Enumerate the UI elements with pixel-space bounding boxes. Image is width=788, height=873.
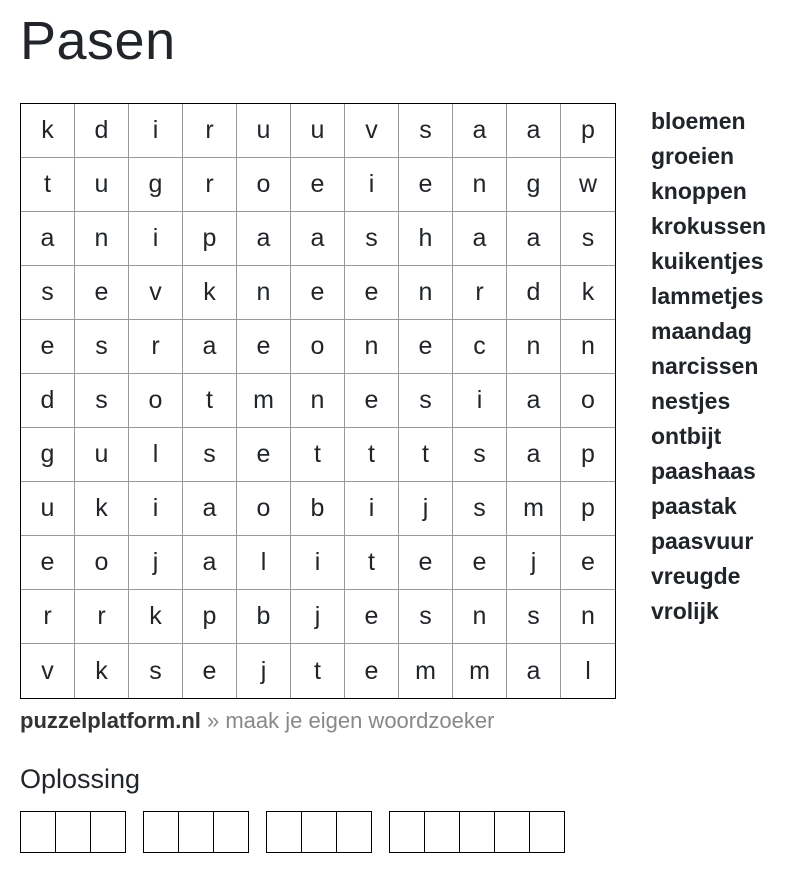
grid-cell[interactable]: r: [453, 266, 507, 320]
grid-cell[interactable]: e: [399, 320, 453, 374]
grid-cell[interactable]: n: [237, 266, 291, 320]
solution-word: [389, 811, 565, 853]
word-item: narcissen: [651, 353, 759, 379]
grid-cell[interactable]: t: [399, 428, 453, 482]
word-list: [651, 104, 766, 629]
grid-cell[interactable]: e: [453, 536, 507, 590]
grid-cell[interactable]: e: [21, 536, 75, 590]
grid-cell[interactable]: k: [21, 104, 75, 158]
grid-cell[interactable]: a: [183, 482, 237, 536]
grid-cell[interactable]: u: [237, 104, 291, 158]
grid-cell[interactable]: b: [237, 590, 291, 644]
word-search-grid: [20, 103, 616, 699]
grid-cell[interactable]: p: [561, 482, 615, 536]
grid-cell[interactable]: d: [507, 266, 561, 320]
grid-cell[interactable]: n: [291, 374, 345, 428]
grid-cell[interactable]: a: [183, 536, 237, 590]
grid-cell[interactable]: a: [507, 212, 561, 266]
grid-cell[interactable]: s: [183, 428, 237, 482]
grid-cell[interactable]: e: [399, 158, 453, 212]
grid-cell[interactable]: v: [129, 266, 183, 320]
grid-cell[interactable]: t: [183, 374, 237, 428]
grid-cell[interactable]: d: [21, 374, 75, 428]
grid-cell[interactable]: s: [561, 212, 615, 266]
grid-cell[interactable]: n: [453, 158, 507, 212]
grid-cell[interactable]: s: [21, 266, 75, 320]
grid-cell[interactable]: s: [75, 320, 129, 374]
grid-cell[interactable]: s: [399, 590, 453, 644]
solution-letter-box[interactable]: [495, 812, 530, 852]
grid-cell[interactable]: t: [291, 644, 345, 698]
word-item: paasvuur: [651, 528, 754, 554]
grid-cell[interactable]: i: [345, 482, 399, 536]
grid-cell[interactable]: n: [561, 320, 615, 374]
grid-cell[interactable]: g: [507, 158, 561, 212]
grid-cell[interactable]: o: [75, 536, 129, 590]
grid-cell[interactable]: a: [453, 212, 507, 266]
grid-cell[interactable]: e: [291, 266, 345, 320]
grid-cell[interactable]: r: [75, 590, 129, 644]
grid-cell[interactable]: b: [291, 482, 345, 536]
word-item: groeien: [651, 143, 735, 169]
grid-cell[interactable]: m: [453, 644, 507, 698]
solution-word: [266, 811, 372, 853]
solution-letter-box[interactable]: [530, 812, 564, 852]
word-item: paashaas: [651, 458, 756, 484]
grid-cell[interactable]: o: [291, 320, 345, 374]
word-item: vrolijk: [651, 598, 719, 624]
credit-tagline[interactable]: » maak je eigen woordzoeker: [200, 708, 495, 733]
grid-cell[interactable]: u: [75, 158, 129, 212]
solution-letter-box[interactable]: [179, 812, 214, 852]
grid-cell[interactable]: u: [291, 104, 345, 158]
grid-cell[interactable]: p: [561, 104, 615, 158]
grid-cell[interactable]: a: [237, 212, 291, 266]
grid-cell[interactable]: c: [453, 320, 507, 374]
grid-cell[interactable]: o: [237, 158, 291, 212]
word-item: krokussen: [651, 213, 767, 239]
solution-letter-box[interactable]: [460, 812, 495, 852]
grid-cell[interactable]: o: [129, 374, 183, 428]
grid-cell[interactable]: l: [129, 428, 183, 482]
grid-cell[interactable]: l: [585, 656, 591, 685]
word-item: nestjes: [651, 388, 731, 414]
solution-letter-box[interactable]: [267, 812, 302, 852]
grid-cell[interactable]: t: [21, 158, 75, 212]
word-item: vreugde: [651, 563, 741, 589]
solution-letter-box[interactable]: [21, 812, 56, 852]
site-link[interactable]: puzzelplatform.nl: [20, 708, 201, 733]
solution-letter-box[interactable]: [302, 812, 337, 852]
grid-cell[interactable]: i: [345, 158, 399, 212]
grid-cell[interactable]: t: [345, 536, 399, 590]
grid-cell[interactable]: a: [507, 428, 561, 482]
grid-cell[interactable]: v: [21, 644, 75, 698]
solution-letter-box[interactable]: [390, 812, 425, 852]
word-item: bloemen: [651, 108, 746, 134]
grid-cell[interactable]: i: [129, 482, 183, 536]
grid-cell[interactable]: m: [399, 644, 453, 698]
solution-word: [20, 811, 126, 853]
grid-cell[interactable]: h: [399, 212, 453, 266]
grid-cell[interactable]: n: [453, 590, 507, 644]
solution-boxes: [20, 811, 565, 853]
solution-word: [143, 811, 249, 853]
word-item: knoppen: [651, 178, 747, 204]
solution-heading: Oplossing: [20, 764, 141, 794]
word-item: maandag: [651, 318, 752, 344]
grid-cell[interactable]: n: [561, 590, 615, 644]
grid-cell[interactable]: a: [183, 320, 237, 374]
grid-cell[interactable]: n: [345, 320, 399, 374]
grid-cell[interactable]: a: [453, 104, 507, 158]
grid-cell[interactable]: e: [21, 320, 75, 374]
solution-letter-box[interactable]: [144, 812, 179, 852]
grid-cell[interactable]: a: [291, 212, 345, 266]
grid-cell[interactable]: s: [399, 374, 453, 428]
grid-cell[interactable]: e: [237, 320, 291, 374]
grid-cell[interactable]: n: [507, 320, 561, 374]
grid-cell[interactable]: a: [507, 644, 561, 698]
grid-cell[interactable]: i: [129, 212, 183, 266]
grid-cell[interactable]: o: [561, 374, 615, 428]
grid-cell[interactable]: j: [291, 590, 345, 644]
grid-cell[interactable]: g: [21, 428, 75, 482]
grid-cell[interactable]: s: [345, 212, 399, 266]
grid-cell[interactable]: w: [561, 158, 615, 212]
grid-cell[interactable]: p: [183, 212, 237, 266]
grid-cell[interactable]: s: [399, 104, 453, 158]
solution-letter-box[interactable]: [214, 812, 248, 852]
grid-cell[interactable]: l: [237, 536, 291, 590]
grid-cell[interactable]: g: [129, 158, 183, 212]
grid-cell[interactable]: a: [507, 104, 561, 158]
grid-cell[interactable]: d: [75, 104, 129, 158]
grid-cell[interactable]: e: [345, 590, 399, 644]
grid-cell[interactable]: r: [129, 320, 183, 374]
grid-cell[interactable]: k: [75, 644, 129, 698]
word-item: paastak: [651, 493, 737, 519]
grid-cell[interactable]: a: [507, 374, 561, 428]
grid-cell[interactable]: s: [453, 482, 507, 536]
grid-cell[interactable]: j: [507, 536, 561, 590]
grid-cell[interactable]: n: [399, 266, 453, 320]
grid-cell[interactable]: k: [183, 266, 237, 320]
solution-letter-box[interactable]: [91, 812, 125, 852]
word-item: lammetjes: [651, 283, 764, 309]
grid-cell[interactable]: e: [399, 536, 453, 590]
grid-cell[interactable]: r: [183, 158, 237, 212]
grid-cell[interactable]: u: [75, 428, 129, 482]
grid-cell[interactable]: s: [75, 374, 129, 428]
grid-cell[interactable]: s: [453, 428, 507, 482]
grid-cell[interactable]: t: [345, 428, 399, 482]
grid-cell[interactable]: e: [75, 266, 129, 320]
grid-cell[interactable]: e: [345, 644, 399, 698]
grid-cell[interactable]: m: [237, 374, 291, 428]
grid-cell[interactable]: e: [237, 428, 291, 482]
grid-cell[interactable]: m: [507, 482, 561, 536]
grid-cell[interactable]: v: [345, 104, 399, 158]
solution-letter-box[interactable]: [56, 812, 91, 852]
solution-letter-box[interactable]: [337, 812, 371, 852]
grid-cell[interactable]: e: [561, 536, 615, 590]
word-item: kuikentjes: [651, 248, 764, 274]
grid-cell[interactable]: a: [21, 212, 75, 266]
credit-line: [20, 708, 494, 734]
grid-cell[interactable]: t: [291, 428, 345, 482]
grid-cell[interactable]: e: [345, 374, 399, 428]
grid-cell[interactable]: i: [453, 374, 507, 428]
grid-cell[interactable]: i: [129, 104, 183, 158]
page-title: Pasen: [20, 11, 176, 71]
grid-cell[interactable]: j: [237, 644, 291, 698]
grid-cell[interactable]: e: [183, 644, 237, 698]
grid-cell[interactable]: k: [75, 482, 129, 536]
grid-cell[interactable]: j: [129, 536, 183, 590]
word-item: ontbijt: [651, 423, 722, 449]
grid-cell[interactable]: r: [21, 590, 75, 644]
grid-cell[interactable]: o: [237, 482, 291, 536]
grid-cell[interactable]: n: [75, 212, 129, 266]
grid-cell[interactable]: k: [561, 266, 615, 320]
grid-cell[interactable]: p: [183, 590, 237, 644]
solution-letter-box[interactable]: [425, 812, 460, 852]
grid-cell[interactable]: r: [183, 104, 237, 158]
grid-cell[interactable]: e: [291, 158, 345, 212]
grid-cell[interactable]: k: [129, 590, 183, 644]
grid-cell[interactable]: j: [399, 482, 453, 536]
grid-cell[interactable]: e: [345, 266, 399, 320]
grid-cell[interactable]: i: [291, 536, 345, 590]
grid-cell[interactable]: s: [129, 644, 183, 698]
grid-cell[interactable]: u: [21, 482, 75, 536]
grid-cell[interactable]: p: [561, 428, 615, 482]
grid-cell[interactable]: s: [507, 590, 561, 644]
